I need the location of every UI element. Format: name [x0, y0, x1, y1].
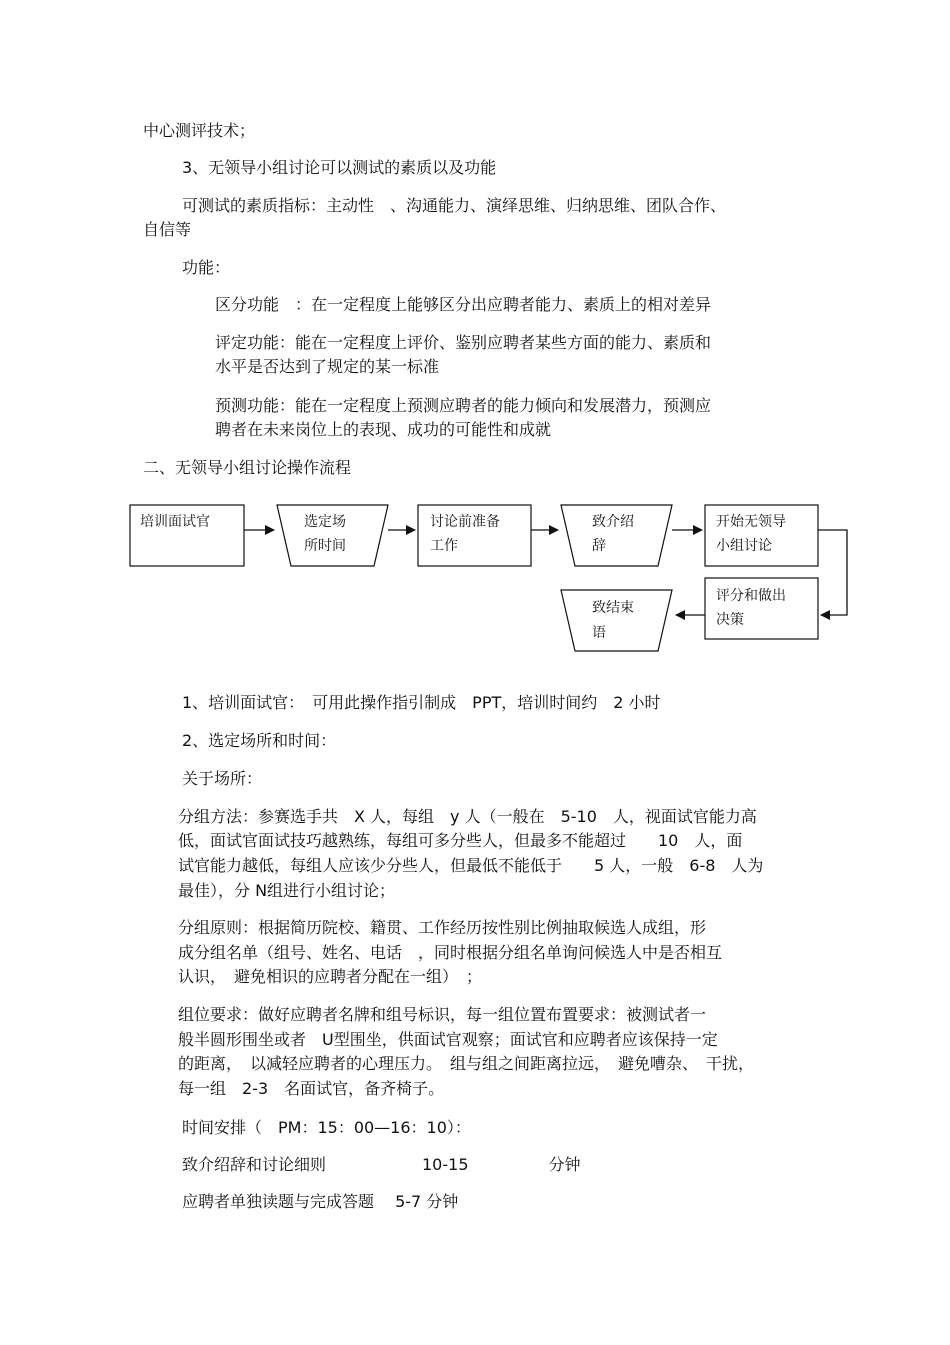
text-line: 认识， 避免相识的应聘者分配在一组） ； [178, 967, 483, 986]
flow-node-label: 开始无领导 [716, 514, 786, 530]
text-line: 应聘者单独读题与完成答题 5-7 分钟 [182, 1192, 459, 1211]
flow-node-label: 致结束 [592, 600, 634, 616]
flow-node-label: 语 [592, 625, 606, 641]
text-line: 成分组名单（组号、姓名、电话 ，同时根据分组名单询问候选人中是否相互 [178, 943, 723, 962]
text-line: 最佳），分 N组进行小组讨论； [178, 881, 396, 900]
section-heading: 二、无领导小组讨论操作流程 [143, 458, 352, 477]
flow-node-label: 决策 [716, 612, 744, 628]
text-line: 每一组 2-3 名面试官，备齐椅子。 [178, 1079, 445, 1098]
text-line: 区分功能 ：在一定程度上能够区分出应聘者能力、素质上的相对差异 [215, 295, 712, 314]
text-line: 关于场所： [182, 769, 263, 788]
text-line: 2、选定场所和时间： [182, 731, 337, 750]
text-line: 评定功能：能在一定程度上评价、鉴别应聘者某些方面的能力、素质和 [215, 333, 712, 352]
text-line: 组位要求：做好应聘者名牌和组号标识，每一组位置布置要求：被测试者一 [178, 1005, 707, 1024]
text-line: 的距离， 以减轻应聘者的心理压力。 组与组之间距离拉远， 避免嘈杂、 干扰， [178, 1054, 755, 1073]
text-line: 低，面试官面试技巧越熟练，每组可多分些人，但最多不能超过 10 人，面 [178, 831, 743, 850]
text-line: 致介绍辞和讨论细则 10-15 分钟 [182, 1155, 581, 1174]
text-line: 时间安排（ PM：15：00—16：10）： [182, 1118, 471, 1137]
flow-node-label: 小组讨论 [716, 538, 772, 554]
section-heading: 3、无领导小组讨论可以测试的素质以及功能 [182, 158, 497, 177]
flow-node-label: 所时间 [304, 538, 346, 554]
flow-arrow [818, 530, 847, 615]
text-line: 分组原则：根据简历院校、籍贯、工作经历按性别比例抽取候选人成组，形 [178, 918, 707, 937]
flow-node-label: 培训面试官 [140, 514, 210, 530]
flow-node-label: 致介绍 [592, 514, 634, 530]
text-line: 可测试的素质指标：主动性 、沟通能力、演绎思维、归纳思维、团队合作、 [182, 196, 727, 215]
text-line: 预测功能：能在一定程度上预测应聘者的能力倾向和发展潜力，预测应 [215, 396, 712, 415]
flow-node-label: 选定场 [304, 514, 346, 530]
text-line: 1、培训面试官： 可用此操作指引制成 PPT，培训时间约 2 小时 [182, 693, 661, 712]
text-line: 自信等 [143, 220, 192, 239]
flow-node-label: 评分和做出 [716, 588, 786, 604]
text-line: 中心测评技术； [143, 121, 256, 140]
text-line: 试官能力越低，每组人应该少分些人，但最低不能低于 5 人，一般 6-8 人为 [178, 856, 764, 875]
text-line: 聘者在未来岗位上的表现、成功的可能性和成就 [215, 420, 552, 439]
text-line: 水平是否达到了规定的某一标准 [215, 357, 440, 376]
flow-node-label: 工作 [430, 538, 458, 554]
text-line: 般半圆形围坐或者 U型围坐，供面试官观察；面试官和应聘者应该保持一定 [178, 1030, 718, 1049]
text-line: 分组方法：参赛选手共 X 人，每组 y 人（一般在 5-10 人，视面试官能力高 [178, 807, 757, 826]
flow-node-label: 讨论前准备 [430, 514, 500, 530]
flow-node-label: 辞 [592, 538, 606, 554]
text-line: 功能： [182, 258, 231, 277]
